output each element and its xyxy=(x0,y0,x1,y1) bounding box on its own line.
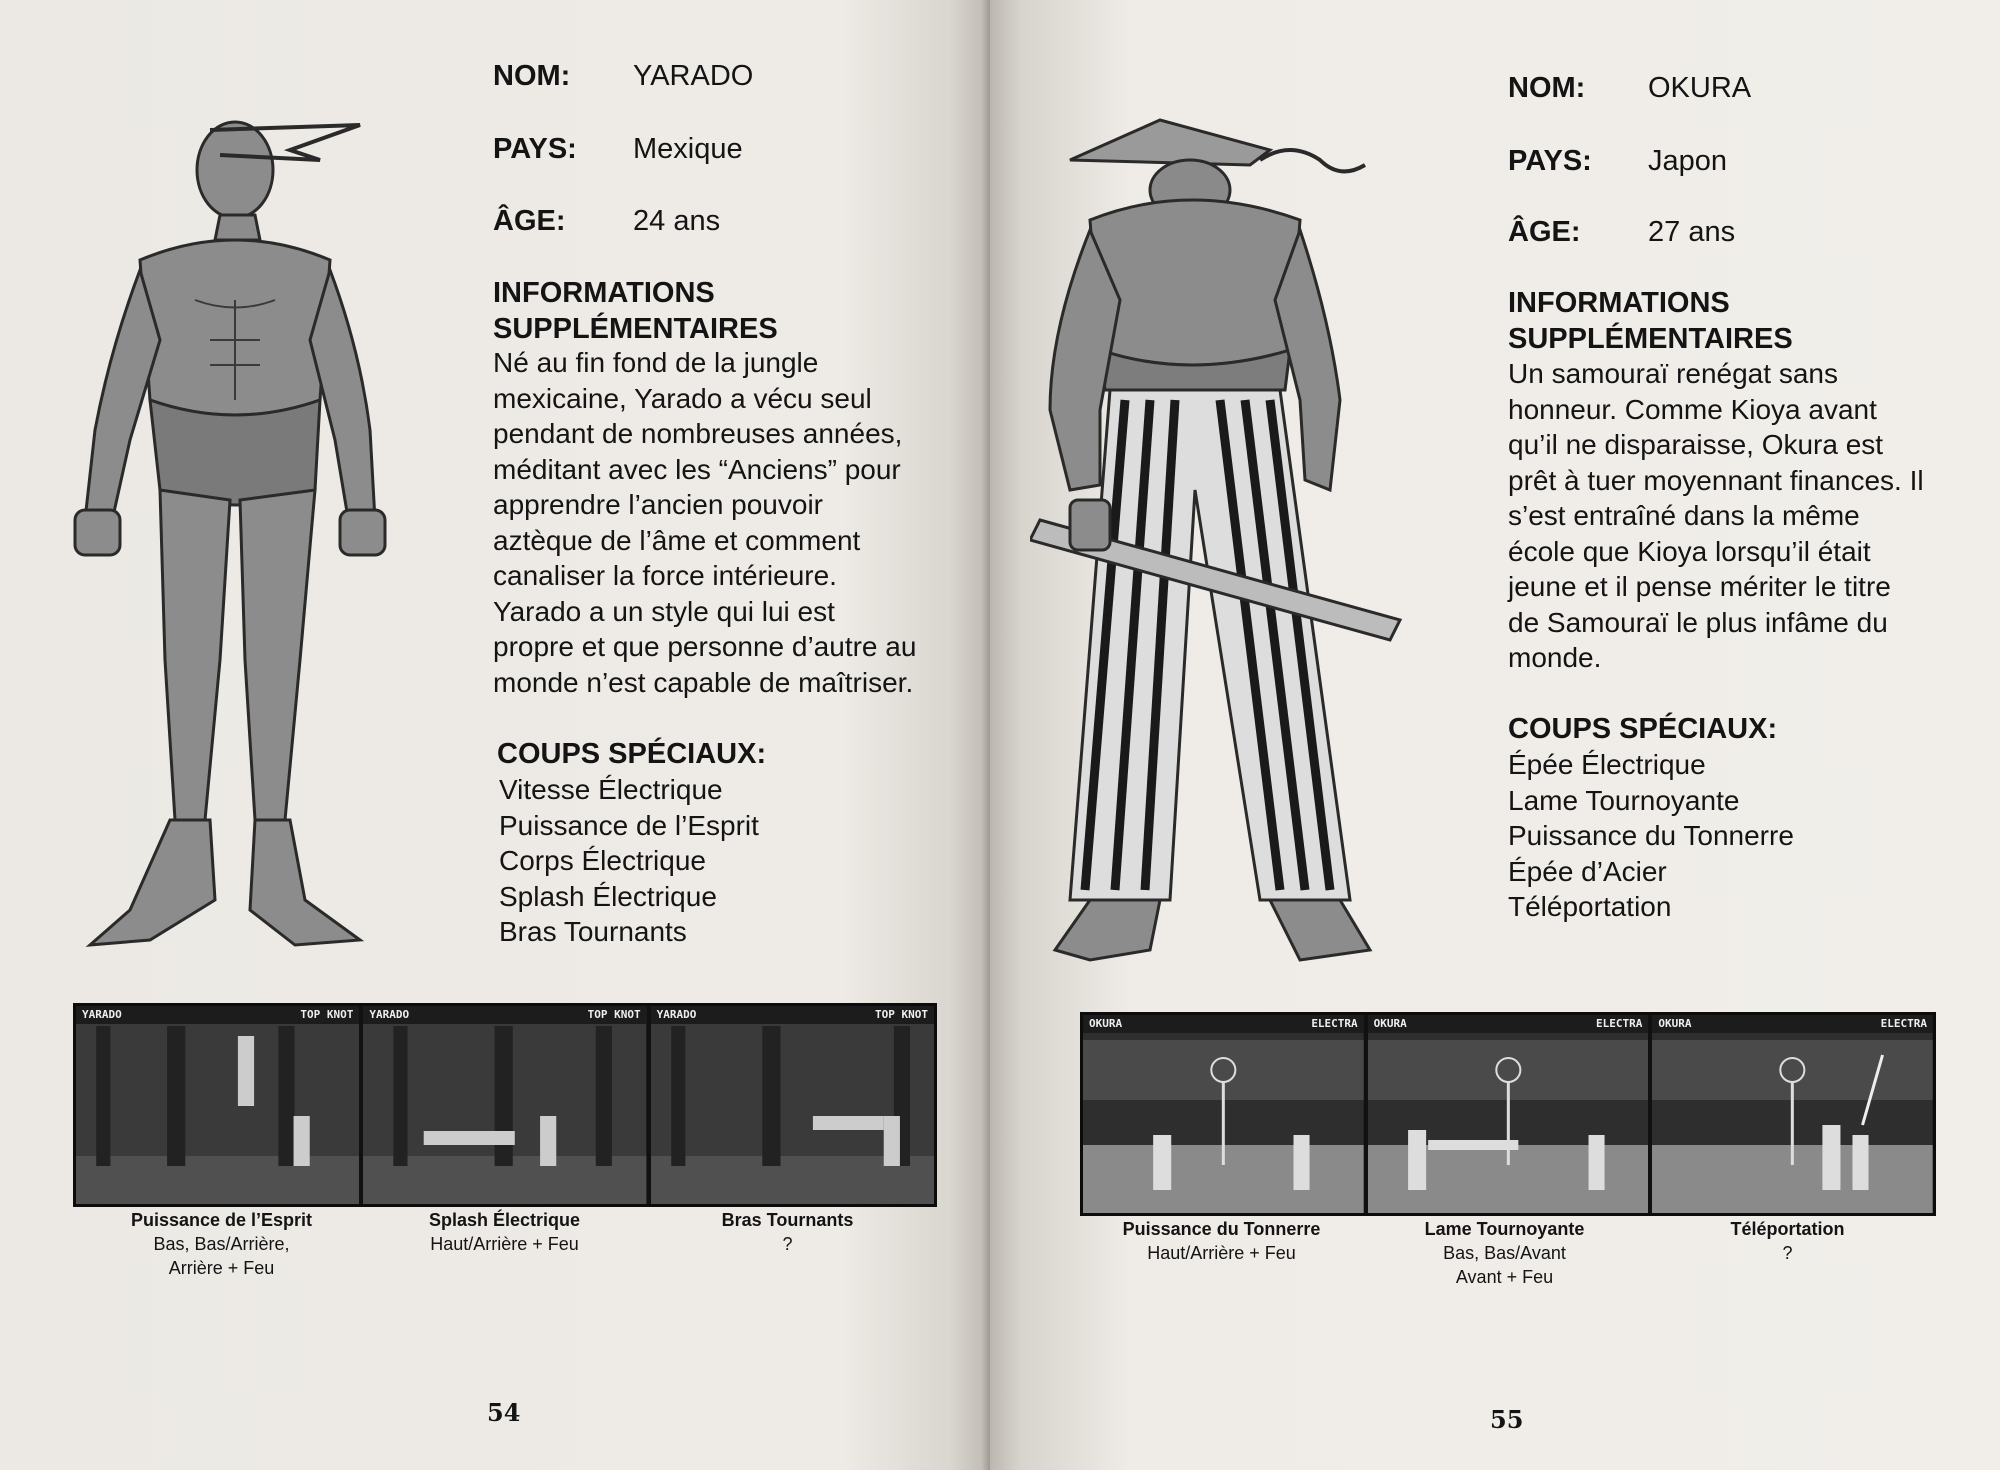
screenshot-captions xyxy=(1080,1217,1930,1289)
info-line: propre et que personne d’autre au xyxy=(493,631,917,662)
info-line: honneur. Comme Kioya avant xyxy=(1508,393,1877,425)
screenshot-captions xyxy=(80,1208,930,1280)
coup-item: Téléportation xyxy=(1508,891,1672,922)
info-line: Né au fin fond de la jungle xyxy=(493,347,819,378)
age-value: 24 ans xyxy=(633,205,721,237)
coup-item: Puissance du Tonnerre xyxy=(1508,820,1794,851)
info-line: école que Kioya lorsqu’il était xyxy=(1508,535,1871,567)
age-value: 27 ans xyxy=(1648,216,1736,248)
coups-heading: COUPS SPÉCIAUX: xyxy=(497,738,767,770)
info-line: mexicaine, Yarado a vécu seul xyxy=(493,382,872,414)
info-line: qu’il ne disparaisse, Okura est xyxy=(1508,429,1884,460)
yarado-illustration xyxy=(70,100,470,980)
pays-value: Mexique xyxy=(633,133,743,165)
coup-item: Épée d’Acier xyxy=(1508,855,1667,887)
info-line: canaliser la force intérieure. xyxy=(493,560,837,591)
info-line: monde n’est capable de maîtriser. xyxy=(493,666,914,698)
nom-value: YARADO xyxy=(633,60,754,92)
game-screenshot: OKURA ELECTRA xyxy=(1652,1015,1933,1213)
caption: Téléportation ? xyxy=(1730,1219,1845,1263)
coup-item: Splash Électrique xyxy=(499,880,717,912)
info-line: s’est entraîné dans la même xyxy=(1508,500,1860,531)
screenshot-strip xyxy=(1080,1012,1936,1216)
game-screenshot: YARADO TOP KNOT xyxy=(651,1006,934,1204)
info-line: aztèque de l’âme et comment xyxy=(493,524,861,556)
info-line: de Samouraï le plus infâme du xyxy=(1508,606,1888,638)
nom-label: NOM: xyxy=(1508,72,1586,104)
info-body xyxy=(1508,356,1924,676)
coups-heading: COUPS SPÉCIAUX: xyxy=(1508,713,1778,745)
right-page xyxy=(990,0,2000,1470)
game-screenshot: OKURA ELECTRA xyxy=(1083,1015,1364,1213)
info-line: Un samouraï renégat sans xyxy=(1508,358,1838,389)
page-number: 55 xyxy=(1490,1405,1524,1434)
caption: Puissance du Tonnerre Haut/Arrière + Feu xyxy=(1122,1219,1321,1263)
caption: Lame Tournoyante Bas, Bas/Avant Avant + Feu xyxy=(1424,1219,1585,1287)
game-screenshot: YARADO TOP KNOT xyxy=(363,1006,646,1204)
pays-label: PAYS: xyxy=(1508,145,1592,177)
pays-value: Japon xyxy=(1648,145,1728,177)
info-body xyxy=(493,345,916,700)
page-number: 54 xyxy=(487,1398,521,1427)
info-line: prêt à tuer moyennant finances. Il xyxy=(1508,464,1924,496)
nom-value: OKURA xyxy=(1648,72,1752,104)
game-screenshot: OKURA ELECTRA xyxy=(1368,1015,1649,1213)
coup-item: Vitesse Électrique xyxy=(499,774,723,805)
age-label: ÂGE: xyxy=(493,205,566,237)
info-line: pendant de nombreuses années, xyxy=(493,418,903,449)
caption: Bras Tournants ? xyxy=(721,1210,854,1254)
info-heading: INFORMATIONS SUPPLÉMENTAIRES xyxy=(493,277,778,345)
caption: Splash Électrique Haut/Arrière + Feu xyxy=(428,1210,581,1254)
info-line: monde. xyxy=(1508,642,1602,673)
nom-label: NOM: xyxy=(493,60,571,92)
info-line: jeune et il pense mériter le titre xyxy=(1508,571,1891,602)
caption: Puissance de l’Esprit Bas, Bas/Arrière, Arrière + Feu xyxy=(130,1210,313,1278)
info-line: apprendre l’ancien pouvoir xyxy=(493,489,823,520)
screenshot-strip xyxy=(73,1003,937,1207)
coups-list xyxy=(1508,747,1794,925)
coup-item: Lame Tournoyante xyxy=(1508,784,1740,816)
coup-item: Corps Électrique xyxy=(499,845,706,876)
info-heading: INFORMATIONS SUPPLÉMENTAIRES xyxy=(1508,287,1793,355)
info-line: Yarado a un style qui lui est xyxy=(493,595,835,627)
info-line: méditant avec les “Anciens” pour xyxy=(493,453,901,485)
coup-item: Bras Tournants xyxy=(499,916,687,947)
coups-list xyxy=(499,772,759,950)
okura-illustration xyxy=(1030,70,1450,1000)
coup-item: Épée Électrique xyxy=(1508,749,1706,780)
game-screenshot: YARADO TOP KNOT xyxy=(76,1006,359,1204)
left-page xyxy=(0,0,990,1470)
pays-label: PAYS: xyxy=(493,133,577,165)
coup-item: Puissance de l’Esprit xyxy=(499,809,759,841)
age-label: ÂGE: xyxy=(1508,216,1581,248)
